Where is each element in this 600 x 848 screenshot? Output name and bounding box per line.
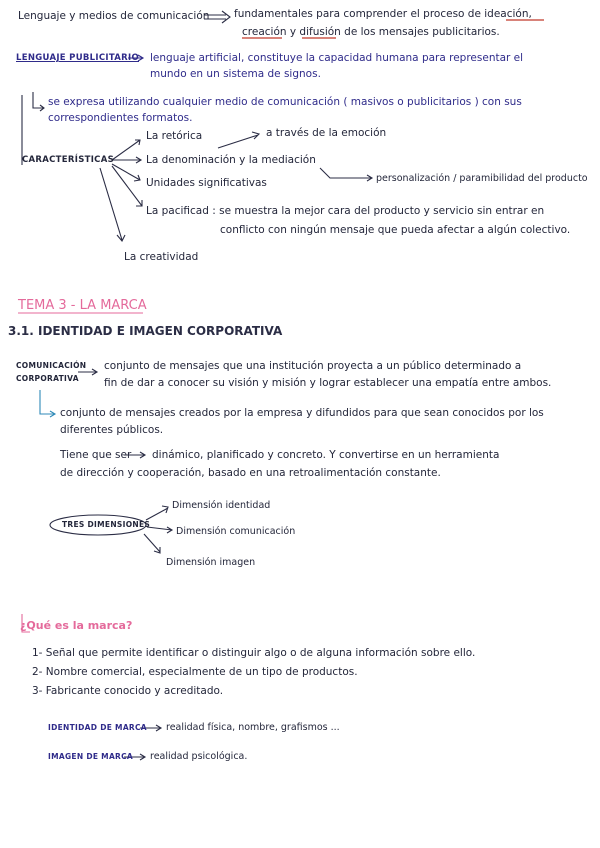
lenguaje-expresa-line2: correspondientes formatos.	[48, 112, 193, 124]
difusion-word: difusión	[299, 26, 341, 38]
comunicacion-def-line3: conjunto de mensajes creados por la empresa y difundidos para que sean conocidos por los	[60, 407, 544, 419]
marca-point-3: 3- Fabricante conocido y acreditado.	[32, 685, 224, 697]
retorica-text: La retórica	[146, 130, 203, 142]
imagen-marca-value: realidad psicológica.	[150, 751, 248, 762]
marca-point-1: 1- Señal que permite identificar o distinguir algo o de alguna información sobre ello.	[32, 647, 476, 659]
identidad-marca-label: IDENTIDAD DE MARCA	[48, 723, 147, 732]
line1-left: Lenguaje y medios de comunicación	[18, 10, 210, 22]
tiene-label: Tiene que ser	[60, 449, 132, 461]
dimensiones-label: TRES DIMENSIONES	[62, 520, 151, 529]
arrow-retorica	[112, 140, 140, 160]
arrow-denominacion	[112, 157, 141, 163]
comunicacion-def-line2: fin de dar a conocer su visión y misión y lograr establecer una empatía entre ambos.	[104, 377, 552, 389]
denominacion-text: La denominación y la mediación	[146, 154, 316, 166]
comunicacion-def-line1: conjunto de mensajes que una institución proyecta a un público determinado a	[104, 360, 522, 372]
arrow-dim-imagen	[144, 534, 160, 553]
dimension-identidad: Dimensión identidad	[172, 500, 271, 511]
comunicacion-label-line1: COMUNICACIÓN	[16, 361, 87, 370]
creatividad-text: La creatividad	[124, 251, 199, 263]
arrow-dim-identidad	[146, 506, 168, 520]
dimension-comunicacion: Dimensión comunicación	[176, 526, 296, 537]
personalizacion-text: personalización / paramibilidad del producto	[376, 173, 588, 184]
unidades-text: Unidades significativas	[146, 177, 267, 189]
pacificad-line1: La pacificad : se muestra la mejor cara del producto y servicio sin entrar en	[146, 205, 545, 217]
section-title: 3.1. IDENTIDAD E IMAGEN CORPORATIVA	[8, 324, 283, 338]
tema-title: TEMA 3 - LA MARCA	[18, 298, 147, 313]
traves-text: a través de la emoción	[266, 127, 387, 139]
line1-right: fundamentales para comprender el proceso de ideación,	[234, 8, 532, 20]
ideacion-word: ideación	[484, 8, 529, 20]
creacion-word: creación	[242, 26, 287, 38]
arrow-conjunto	[40, 390, 55, 417]
lenguaje-publicitario-label: LENGUAJE PUBLICITARIO	[16, 53, 140, 63]
caracteristicas-label: CARACTERÍSTICAS	[22, 155, 115, 165]
pacificad-line2: conflicto con ningún mensaje que pueda afectar a algún colectivo.	[220, 224, 571, 236]
arrow-personalizacion	[320, 168, 372, 181]
tiene-line2: de dirección y cooperación, basado en una retroalimentación constante.	[60, 467, 441, 479]
lenguaje-def-line2: mundo en un sistema de signos.	[150, 68, 321, 80]
tiene-line1: dinámico, planificado y concreto. Y convertirse en un herramienta	[152, 449, 500, 461]
comunicacion-def-line4: diferentes públicos.	[60, 424, 164, 436]
lenguaje-expresa-line1: se expresa utilizando cualquier medio de comunicación ( masivos o publicitarios ) con sus	[48, 96, 522, 108]
lenguaje-def-line1: lenguaje artificial, constituye la capacidad humana para representar el	[150, 52, 524, 64]
bracket-expresa	[33, 92, 44, 108]
marca-point-2: 2- Nombre comercial, especialmente de un tipo de productos.	[32, 666, 358, 678]
dimension-imagen: Dimensión imagen	[166, 557, 256, 568]
arrow-traves	[218, 132, 259, 148]
arrow-dim-comunicacion	[147, 527, 172, 533]
line1-right-2: creación y difusión de los mensajes publicitarios.	[242, 26, 500, 38]
imagen-marca-label: IMAGEN DE MARCA	[48, 752, 134, 761]
identidad-marca-value: realidad física, nombre, grafismos ...	[166, 722, 340, 733]
marca-question: ¿Qué es la marca?	[20, 619, 133, 632]
comunicacion-label-line2: CORPORATIVA	[16, 374, 79, 383]
